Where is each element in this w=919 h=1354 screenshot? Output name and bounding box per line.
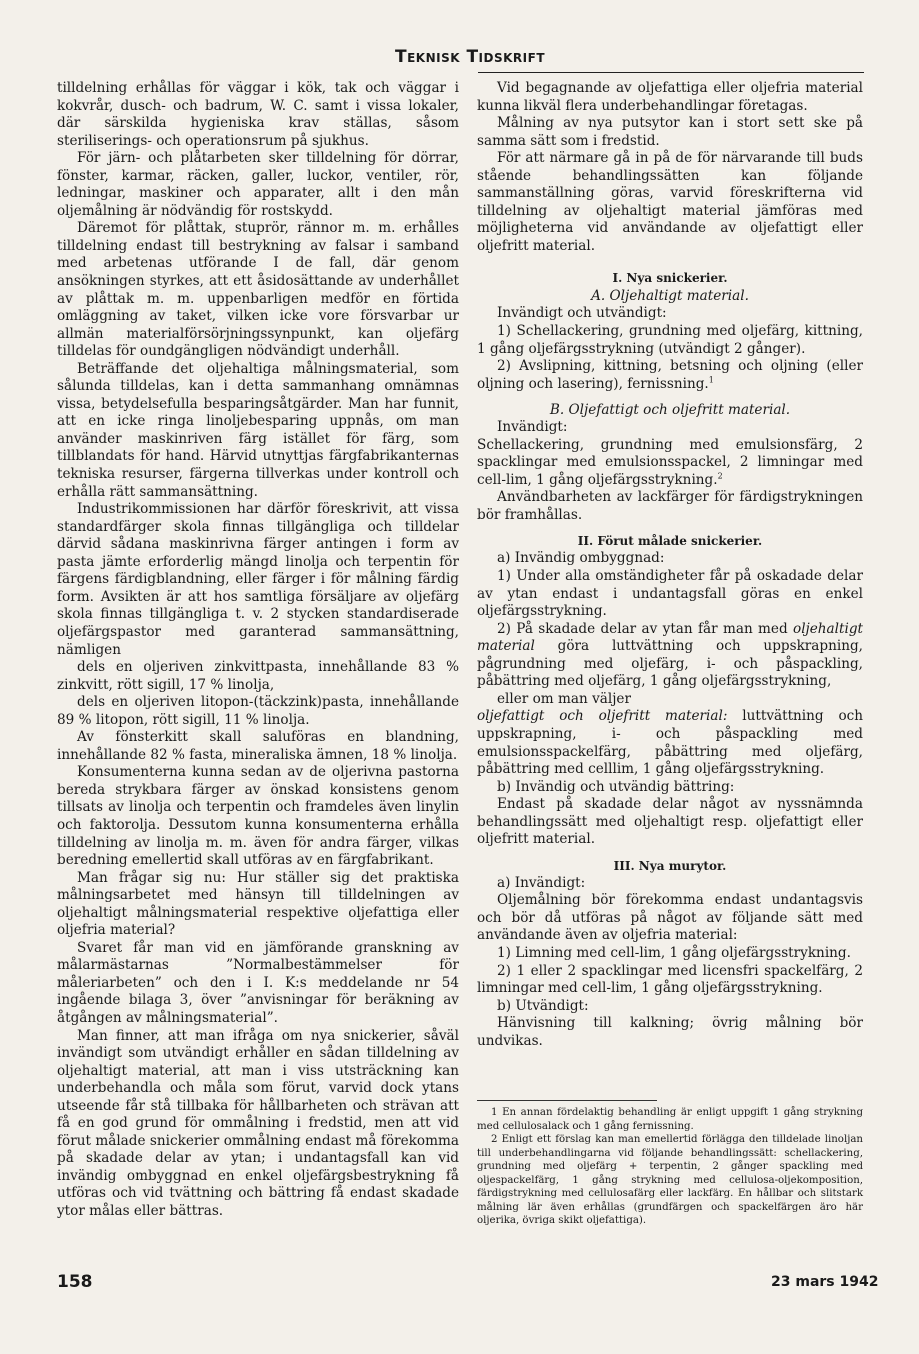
paragraph: Industrikommissionen har därför föreskrivit, att vissa standardfärger skola finnas tillgängliga och tilldelar därvid sådana maskinrivna färger antingen i form av pasta jämte erforderlig mängd linolja och terpentin för färgens färdigblandning, eller färger i för målning färdig form. Avsikten är att hos samtliga försäljare av oljefärg skola finnas tillgängliga t. v. 2 stycken standardiserade oljefärgspastor med garanterad sammansättning, nämligen xyxy=(57,501,459,658)
paragraph: Användbarheten av lackfärger för färdigstrykningen bör framhållas. xyxy=(477,489,863,523)
paragraph: Oljemålning bör förekomma endast undantagsvis och bör då utföras på något av följande sätt med användande även av oljefria material: xyxy=(477,892,863,944)
section-heading: I. Nya snickerier. xyxy=(612,271,728,286)
footnote-rule xyxy=(477,1100,657,1101)
footnote-mark: 1 xyxy=(708,375,714,385)
paragraph: 2) 1 eller 2 spacklingar med licensfri spackelfärg, 2 limningar med cell-lim, 1 gång oljefärgsstrykning. xyxy=(477,962,863,997)
paragraph: För att närmare gå in på de för närvarande till buds stående behandlingssätten kan följande sammanställning göras, varvid föreskrifterna vid tilldelning av oljehaltigt material jämföras med möjligheterna vid användande av oljefattigt eller oljefritt material. xyxy=(477,150,863,254)
footnote: 2 Enligt ett förslag kan man emellertid förlägga den tilldelade linoljan till underbehandlingarna vid följande behandlingssätt: schellackering, grundning med oljefärg + terpentin, 2 gånger spackling med oljespackelfärg, 1 gång strykning med cellulosa-oljekomposition, färdigstrykning med cellulosafärg eller lackfärg. En hållbar och slitstark målning lär även erhållas (grundfärgen och spackelfärgen äro här oljerika, övriga skikt oljefattiga). xyxy=(477,1134,863,1226)
footnote-mark: 2 xyxy=(717,471,723,481)
paragraph-text: göra luttvättning och uppskrapning, pågrundning med oljefärg, i- och påspackling, påbättring med oljefärg, 1 gång oljefärgsstrykning, xyxy=(477,638,863,690)
paragraph: För järn- och plåtarbeten sker tilldelning för dörrar, fönster, karmar, räcken, galler, luckor, ventiler, rör, ledningar, maskiner och apparater, allt i den mån oljemålning är nödvändig för rostskydd. xyxy=(57,150,459,219)
paragraph: a) Invändig ombyggnad: xyxy=(497,550,665,567)
paragraph: Invändigt: xyxy=(497,419,568,436)
paragraph: tilldelning erhållas för väggar i kök, tak och väggar i kokvrår, dusch- och badrum, W. C. samt i vissa lokaler, där särskilda hygieniska krav ställas, såsom steriliserings- och operationsrum på sjukhus. xyxy=(57,80,459,149)
paragraph: eller om man väljer xyxy=(497,690,631,707)
paragraph: Svaret får man vid en jämförande granskning av målarmästarnas ”Normalbestämmelser för måleriarbeten” och den i I. K:s meddelande nr 54 ingående bilaga 3, över ”anvisningar för beräkning av åtgången av målningsmaterial”. xyxy=(57,939,459,1026)
paragraph: Hänvisning till kalkning; övrig målning bör undvikas. xyxy=(477,1015,863,1049)
journal-header: Teknisk Tidskrift xyxy=(395,47,546,67)
paragraph: Av fönsterkitt skall saluföras en blandning, innehållande 82 % fasta, mineraliska ämnen, 18 % linolja. xyxy=(57,729,459,763)
paragraph: dels en oljeriven zinkvittpasta, innehållande 83 % zinkvitt, rött sigill, 17 % linolja, xyxy=(57,659,459,693)
paragraph-text: luttvättning och uppskrapning, i- och påspackling med emulsionsspackelfärg, påbättring med oljefärg, påbättring med celllim, 1 gång oljefärgsstrykning. xyxy=(477,708,864,778)
subsection-heading: B. Oljefattigt och oljefritt material. xyxy=(549,402,791,419)
paragraph xyxy=(477,358,863,393)
subsection-heading: A. Oljehaltigt material. xyxy=(591,288,749,305)
paragraph-text: 2) På skadade delar av ytan får man med xyxy=(497,620,794,637)
footnotes xyxy=(477,1106,863,1228)
paragraph: Däremot för plåttak, stuprör, rännor m. m. erhålles tilldelning endast till bestrykning av falsar i samband med arbetenas utförande I de fall, där genom ansökningen styrkes, att ett åsidosättande av underhållet av plåttak m. m. uppenbarligen medför en förtida omläggning av taket, vilken icke vore försvarbar ur allmän materialförsörjningssynpunkt, kan oljefärg tilldelas för oundgängligen nödvändigt underhåll. xyxy=(57,220,459,360)
paragraph: 1) Under alla omständigheter får på oskadade delar av ytan endast i undantagsfall göras en enkel oljefärgsstrykning. xyxy=(477,568,863,620)
section-heading: III. Nya murytor. xyxy=(613,858,727,873)
paragraph: Man frågar sig nu: Hur ställer sig det praktiska målningsarbetet med hänsyn till tilldelningen av oljehaltigt målningsmaterial respektive oljefattiga eller oljefria material? xyxy=(57,869,459,939)
paragraph xyxy=(477,437,863,490)
right-column xyxy=(477,80,863,1050)
paragraph: Man finner, att man ifråga om nya snickerier, såväl invändigt som utvändigt erhåller en sådan tilldelning av oljehaltigt material, att man i viss utsträckning kan underbehandla och måla som förut, varvid dock ytans utseende får stå tillbaka för hållbarheten och strävan att få en god grund för ommålning i fredstid, men att vid förut målade snickerier ommålning endast må förekomma på skadade delar av ytan; i undantagsfall kan vid invändig ombyggnad en enkel oljefärgsbestrykning få utföras och vid tvättning och bättring få endast skadade ytor målas eller bättras. xyxy=(57,1027,459,1219)
paragraph: b) Utvändigt: xyxy=(497,997,589,1014)
paragraph xyxy=(477,621,863,691)
section-heading: II. Förut målade snickerier. xyxy=(577,534,763,549)
paragraph-text: 2) Avslipning, kittning, betsning och oljning (eller oljning och lasering), fernissning. xyxy=(477,358,863,392)
emphasis: oljehaltigt material xyxy=(477,620,863,655)
paragraph: Vid begagnande av oljefattiga eller oljefria material kunna likväl flera underbehandlingar företagas. xyxy=(477,80,863,114)
paragraph: Beträffande det oljehaltiga målningsmaterial, som sålunda tilldelas, kan i detta sammanhang omnämnas vissa, betydelsefulla besparingsåtgärder. Man har funnit, att en icke ringa linoljebesparing uppnås, om man använder maskinriven färg istället för färg, som tillblandats för hand. Härvid utnyttjas färgfabrikanternas tekniska resurser, färgerna tillverkas under kontroll och erhålla rätt sammansättning. xyxy=(57,360,459,500)
footnote: 1 En annan fördelaktig behandling är enligt uppgift 1 gång strykning med cellulosalack och 1 gång fernissning. xyxy=(477,1107,863,1132)
paragraph: a) Invändigt: xyxy=(497,874,586,891)
header-rule xyxy=(478,72,864,73)
paragraph: Konsumenterna kunna sedan av de oljerivna pastorna bereda strykbara färger av önskad konsistens genom tillsats av linolja och terpentin och framdeles även linylin och faktorolja. Dessutom kunna konsumenterna erhålla tilldelning av linolja m. m. även för andra färger, vilkas beredning emellertid skall utföras av en färgfabrikant. xyxy=(57,764,459,869)
paragraph: Målning av nya putsytor kan i stort sett ske på samma sätt som i fredstid. xyxy=(477,115,863,149)
paragraph-text: Schellackering, grundning med emulsionsfärg, 2 spacklingar med emulsionsspackel, 2 limningar med cell-lim, 1 gång oljefärgsstrykning. xyxy=(477,436,863,488)
emphasis: oljefattigt och oljefritt material: xyxy=(477,708,728,725)
paragraph: b) Invändig och utvändig bättring: xyxy=(497,778,735,795)
issue-date: 23 mars 1942 xyxy=(771,1274,879,1290)
paragraph: Invändigt och utvändigt: xyxy=(497,305,667,322)
paragraph: 1) Limning med cell-lim, 1 gång oljefärgsstrykning. xyxy=(497,944,851,961)
paragraph xyxy=(477,708,863,778)
left-column xyxy=(57,80,459,1221)
paragraph: 1) Schellackering, grundning med oljefärg, kittning, 1 gång oljefärgsstrykning (utvändigt 2 gånger). xyxy=(477,323,863,357)
page-number: 158 xyxy=(57,1272,93,1292)
paragraph: Endast på skadade delar något av nyssnämnda behandlingssätt med oljehaltigt resp. oljefattigt eller oljefritt material. xyxy=(477,796,863,848)
paragraph: dels en oljeriven litopon-(täckzink)pasta, innehållande 89 % litopon, rött sigill, 11 % linolja. xyxy=(57,694,459,728)
